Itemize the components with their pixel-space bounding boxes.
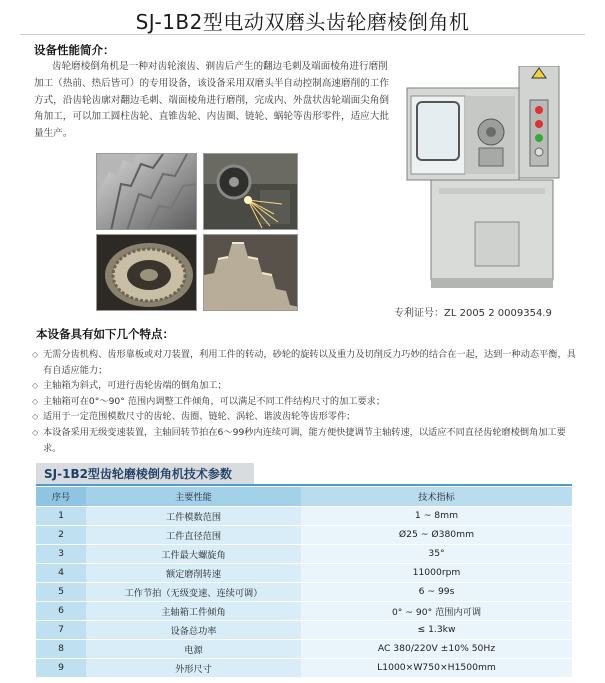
cell-item: 电源 [86,639,301,658]
spec-table-rule [36,484,572,486]
table-row [36,544,572,563]
table-row [36,601,572,620]
cell-item: 工件最大螺旋角 [86,544,301,563]
spec-table-header-row [36,487,572,506]
cell-no: 4 [36,563,86,582]
gear-closeup-image [97,154,197,230]
feature-item: ◇ 无需分齿机构、齿形靠板或对刀装置，利用工件的转动，砂轮的旋转以及重力及切削反力巧妙的结合在一起，达到一种动态平衡，具有自适应能力； [32,347,582,378]
feature-item: ◇ 本设备采用无级变速装置，主轴回转节拍在6～99秒内连续可调，能方便快捷调节主轴转速，以适应不同直径齿轮磨棱倒角加工要求。 [32,425,582,456]
cell-value: 0° ~ 90° 范围内可调 [301,601,572,620]
spec-table-title: SJ-1B2型齿轮磨棱倒角机技术参数 [36,463,254,485]
table-row [36,506,572,525]
table-row [36,563,572,582]
header-cell-value: 技术指标 [301,487,572,506]
cell-item: 主轴箱工件倾角 [86,601,301,620]
feature-item: ◇ 主轴箱可在0°～90° 范围内调整工件倾角，可以满足不同工件结构尺寸的加工要求； [32,394,582,410]
cell-no: 3 [36,544,86,563]
gear-teeth-photo [203,234,298,311]
cell-no: 6 [36,601,86,620]
cell-value: ≤ 1.3kw [301,620,572,639]
grinding-sparks-image [204,154,298,230]
header-cell-no: 序号 [36,487,86,506]
page-title: SJ-1B2型电动双磨头齿轮磨棱倒角机 [135,10,470,34]
features-list [32,347,582,456]
cell-no: 2 [36,525,86,544]
machine-image [405,66,565,292]
cell-item: 工件模数范围 [86,506,301,525]
cell-value: Ø25 ~ Ø380mm [301,525,572,544]
feature-item: ◇ 适用于一定范围模数尺寸的齿轮、齿圈、链轮、涡轮、谐波齿轮等齿形零件； [32,409,582,425]
gear-teeth-image [204,235,298,311]
cell-item: 工作节拍（无级变速、连续可调） [86,582,301,601]
table-row [36,658,572,677]
header-cell-item: 主要性能 [86,487,301,506]
cell-no: 8 [36,639,86,658]
intro-paragraph: 齿轮磨棱倒角机是一种对齿轮滚齿、剃齿后产生的翻边毛刺及端面棱角进行磨削加工（热前、热后皆可）的专用设备，该设备采用双磨头半自动控制高速磨削的工作方式，沿齿轮齿廓对翻边毛刺、端面棱角进行磨削，完成内、外盘状齿轮端面尖角倒角加工，可以加工圆柱齿轮、直锥齿轮、内齿圈、链轮、蜗轮等齿形零件，适应大批量生产。 [34,61,389,140]
cell-no: 5 [36,582,86,601]
internal-gear-photo [96,234,197,311]
cell-value: 6 ~ 99s [301,582,572,601]
table-row [36,639,572,658]
table-row [36,582,572,601]
spec-table [36,487,572,678]
cell-no: 1 [36,506,86,525]
gear-closeup-photo [96,153,197,230]
cell-item: 外形尺寸 [86,658,301,677]
title-divider [20,34,585,35]
cell-item: 额定磨削转速 [86,563,301,582]
cell-value: 11000rpm [301,563,572,582]
patent-number: 专利证号：ZL 2005 2 0009354.9 [394,308,552,319]
internal-gear-image [97,235,197,311]
cell-no: 9 [36,658,86,677]
cell-no: 7 [36,620,86,639]
machine-illustration [405,66,565,292]
cell-value: 1 ~ 8mm [301,506,572,525]
table-row [36,525,572,544]
intro-heading: 设备性能简介： [34,43,115,57]
table-row [36,620,572,639]
cell-value: L1000×W750×H1500mm [301,658,572,677]
cell-value: 35° [301,544,572,563]
feature-item: ◇ 主轴箱为斜式，可进行齿轮齿端的倒角加工； [32,378,582,394]
features-heading: 本设备具有如下几个特点： [36,327,174,341]
cell-value: AC 380/220V ±10% 50Hz [301,639,572,658]
grinding-sparks-photo [203,153,298,230]
cell-item: 工件直径范围 [86,525,301,544]
cell-item: 设备总功率 [86,620,301,639]
